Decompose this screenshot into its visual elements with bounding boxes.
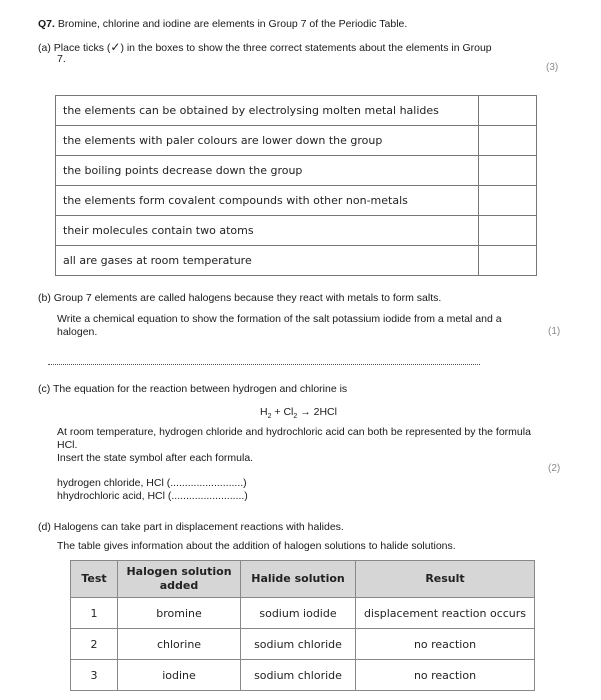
statement-text: their molecules contain two atoms: [56, 216, 479, 246]
part-b-line2: Write a chemical equation to show the formation of the salt potassium iodide from a metal and a: [57, 313, 502, 325]
test-number: 2: [71, 629, 118, 660]
part-a-marks: (3): [546, 62, 559, 73]
table-row: [56, 216, 537, 246]
result-cell: displacement reaction occurs: [356, 598, 535, 629]
state-symbol-answer-1[interactable]: hydrogen chloride, HCl (.........................): [57, 477, 247, 489]
part-d-line1: (d) Halogens can take part in displacement reactions with halides.: [38, 521, 344, 533]
table-row: [56, 126, 537, 156]
tick-box[interactable]: [479, 156, 537, 186]
tick-box[interactable]: [479, 126, 537, 156]
part-c-line3: HCl.: [57, 439, 78, 451]
part-d-line2: The table gives information about the addition of halogen solutions to halide solutions.: [57, 540, 456, 552]
column-header-halide: Halide solution: [241, 561, 356, 598]
state-symbol-answer-2[interactable]: hhydrochloric acid, HCl (.........................): [57, 490, 248, 502]
table-row: [56, 156, 537, 186]
column-header-halogen: Halogen solution added: [118, 561, 241, 598]
part-b-marks: (1): [548, 326, 561, 337]
question-number: Q7.: [38, 18, 55, 30]
result-cell: no reaction: [356, 660, 535, 691]
halide-cell: sodium chloride: [241, 660, 356, 691]
tick-box[interactable]: [479, 216, 537, 246]
table-row: [56, 246, 537, 276]
table-row: [71, 660, 535, 691]
statement-text: the elements with paler colours are lower down the group: [56, 126, 479, 156]
answer-line[interactable]: [48, 364, 480, 365]
part-a-instruction-line2: 7.: [57, 53, 66, 65]
column-header-test: Test: [71, 561, 118, 598]
part-b-line3: halogen.: [57, 326, 98, 338]
tick-box[interactable]: [479, 186, 537, 216]
part-c-line1: (c) The equation for the reaction between hydrogen and chlorine is: [38, 383, 348, 395]
test-number: 3: [71, 660, 118, 691]
test-number: 1: [71, 598, 118, 629]
column-header-result: Result: [356, 561, 535, 598]
halide-cell: sodium iodide: [241, 598, 356, 629]
table-row: [56, 186, 537, 216]
statements-table: [55, 95, 537, 276]
results-table: [70, 560, 535, 691]
part-b-line1: (b) Group 7 elements are called halogens because they react with metals to form salts.: [38, 292, 442, 304]
halide-cell: sodium chloride: [241, 629, 356, 660]
result-cell: no reaction: [356, 629, 535, 660]
tick-box[interactable]: [479, 246, 537, 276]
part-c-line2: At room temperature, hydrogen chloride and hydrochloric acid can both be represented by the formula: [57, 426, 531, 438]
part-c-line4: Insert the state symbol after each formula.: [57, 452, 254, 464]
tick-box[interactable]: [479, 96, 537, 126]
table-header-row: [71, 561, 535, 598]
question-heading: [38, 18, 407, 30]
question-intro: Bromine, chlorine and iodine are elements in Group 7 of the Periodic Table.: [57, 18, 408, 30]
table-row: [56, 96, 537, 126]
halogen-cell: chlorine: [118, 629, 241, 660]
part-a-instruction: (a) Place ticks (✓) in the boxes to show the three correct statements about the elements in Group: [38, 40, 492, 54]
statement-text: the elements can be obtained by electrolysing molten metal halides: [56, 96, 479, 126]
statement-text: all are gases at room temperature: [56, 246, 479, 276]
table-row: [71, 629, 535, 660]
part-c-marks: (2): [548, 463, 561, 474]
statement-text: the boiling points decrease down the group: [56, 156, 479, 186]
tick-icon: ✓: [110, 40, 121, 54]
halogen-cell: iodine: [118, 660, 241, 691]
reaction-equation: $H_2 + Cl_2 \to 2HCl$: [260, 406, 337, 421]
table-row: [71, 598, 535, 629]
halogen-cell: bromine: [118, 598, 241, 629]
statement-text: the elements form covalent compounds with other non-metals: [56, 186, 479, 216]
